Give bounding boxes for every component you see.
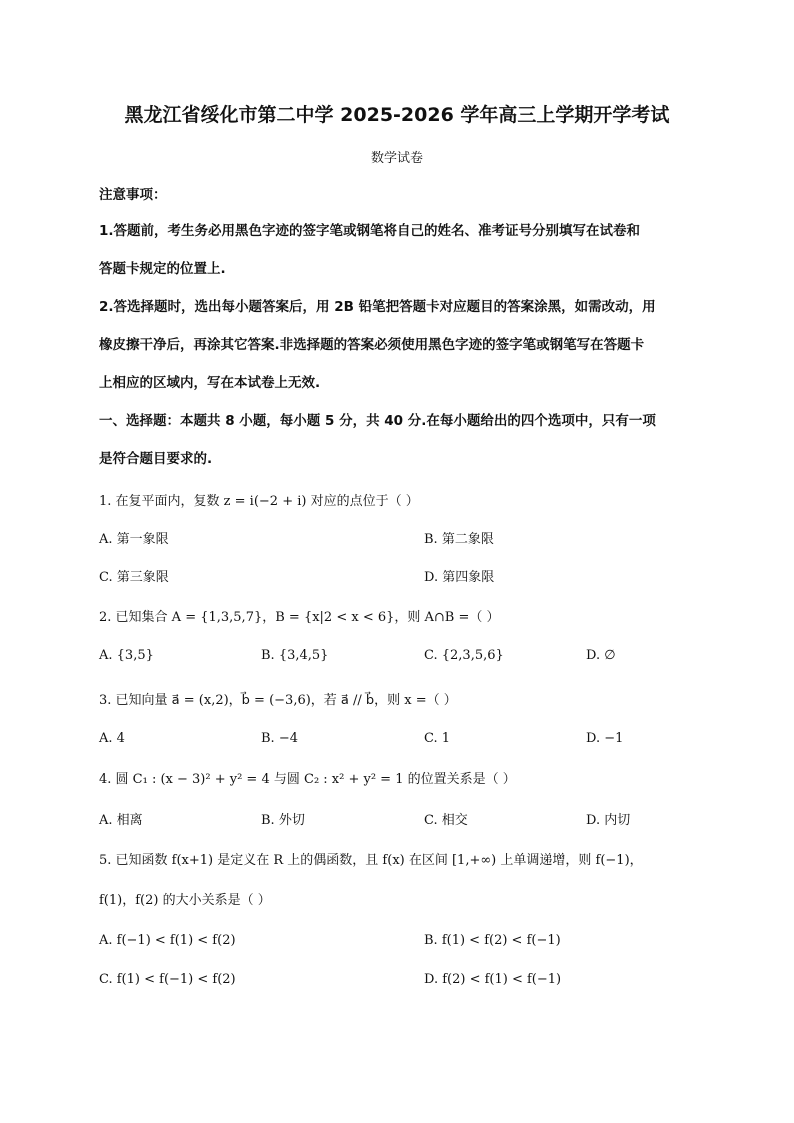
q3-option-c: C. 1: [424, 731, 451, 746]
q4-option-a: A. 相离: [99, 813, 143, 828]
q4-option-c: C. 相交: [424, 813, 468, 828]
notice-line-4: 橡皮擦干净后，再涂其它答案.非选择题的答案必须使用黑色字迹的签字笔或钢笔写在答题卡: [99, 337, 645, 353]
notice-line-5: 上相应的区域内，写在本试卷上无效.: [99, 375, 321, 391]
question-2-stem: 2. 已知集合 A = {1,3,5,7}，B = {x|2 < x < 6}，则 A∩B =（ ）: [99, 610, 500, 625]
q3-option-a: A. 4: [99, 731, 125, 746]
notice-line-3: 2.答选择题时，选出每小题答案后，用 2B 铅笔把答题卡对应题目的答案涂黑，如需改动，用: [99, 299, 656, 315]
q1-option-a: A. 第一象限: [99, 532, 169, 547]
q2-option-c: C. {2,3,5,6}: [424, 648, 504, 663]
q1-option-c: C. 第三象限: [99, 570, 169, 585]
notice-heading: 注意事项：: [99, 187, 167, 203]
question-5-stem-line-2: f(1)，f(2) 的大小关系是（ ）: [99, 893, 271, 908]
notice-line-1: 1.答题前，考生务必用黑色字迹的签字笔或钢笔将自己的姓名、准考证号分别填写在试卷和: [99, 223, 641, 239]
q4-option-d: D. 内切: [586, 813, 631, 828]
q1-option-b: B. 第二象限: [424, 532, 494, 547]
q2-option-b: B. {3,4,5}: [261, 648, 329, 663]
q5-option-b: B. f(1) < f(2) < f(−1): [424, 933, 561, 948]
section-heading-line-1: 一、选择题：本题共 8 小题，每小题 5 分，共 40 分.在每小题给出的四个选项中，只有一项: [99, 413, 656, 429]
q2-option-a: A. {3,5}: [99, 648, 154, 663]
q2-option-d: D. ∅: [586, 648, 616, 663]
question-5-stem-line-1: 5. 已知函数 f(x+1) 是定义在 R 上的偶函数，且 f(x) 在区间 [1,+∞) 上单调递增，则 f(−1)，: [99, 853, 643, 868]
q3-option-b: B. −4: [261, 731, 298, 746]
q5-option-a: A. f(−1) < f(1) < f(2): [99, 933, 236, 948]
question-4-stem: 4. 圆 C₁ : (x − 3)² + y² = 4 与圆 C₂ : x² + y² = 1 的位置关系是（ ）: [99, 772, 516, 787]
q3-option-d: D. −1: [586, 731, 624, 746]
exam-title: 黑龙江省绥化市第二中学 2025-2026 学年高三上学期开学考试: [124, 104, 670, 126]
q1-option-d: D. 第四象限: [424, 570, 495, 585]
question-3-stem: 3. 已知向量 a⃗ = (x,2)，b⃗ = (−3,6)，若 a⃗ // b⃗，则 x =（ ）: [99, 693, 457, 708]
section-heading-line-2: 是符合题目要求的.: [99, 451, 213, 467]
question-1-stem: 1. 在复平面内，复数 z = i(−2 + i) 对应的点位于（ ）: [99, 494, 419, 509]
q5-option-c: C. f(1) < f(−1) < f(2): [99, 972, 236, 987]
exam-subtitle: 数学试卷: [370, 151, 423, 166]
q4-option-b: B. 外切: [261, 813, 305, 828]
q5-option-d: D. f(2) < f(1) < f(−1): [424, 972, 562, 987]
notice-line-2: 答题卡规定的位置上.: [99, 261, 226, 277]
